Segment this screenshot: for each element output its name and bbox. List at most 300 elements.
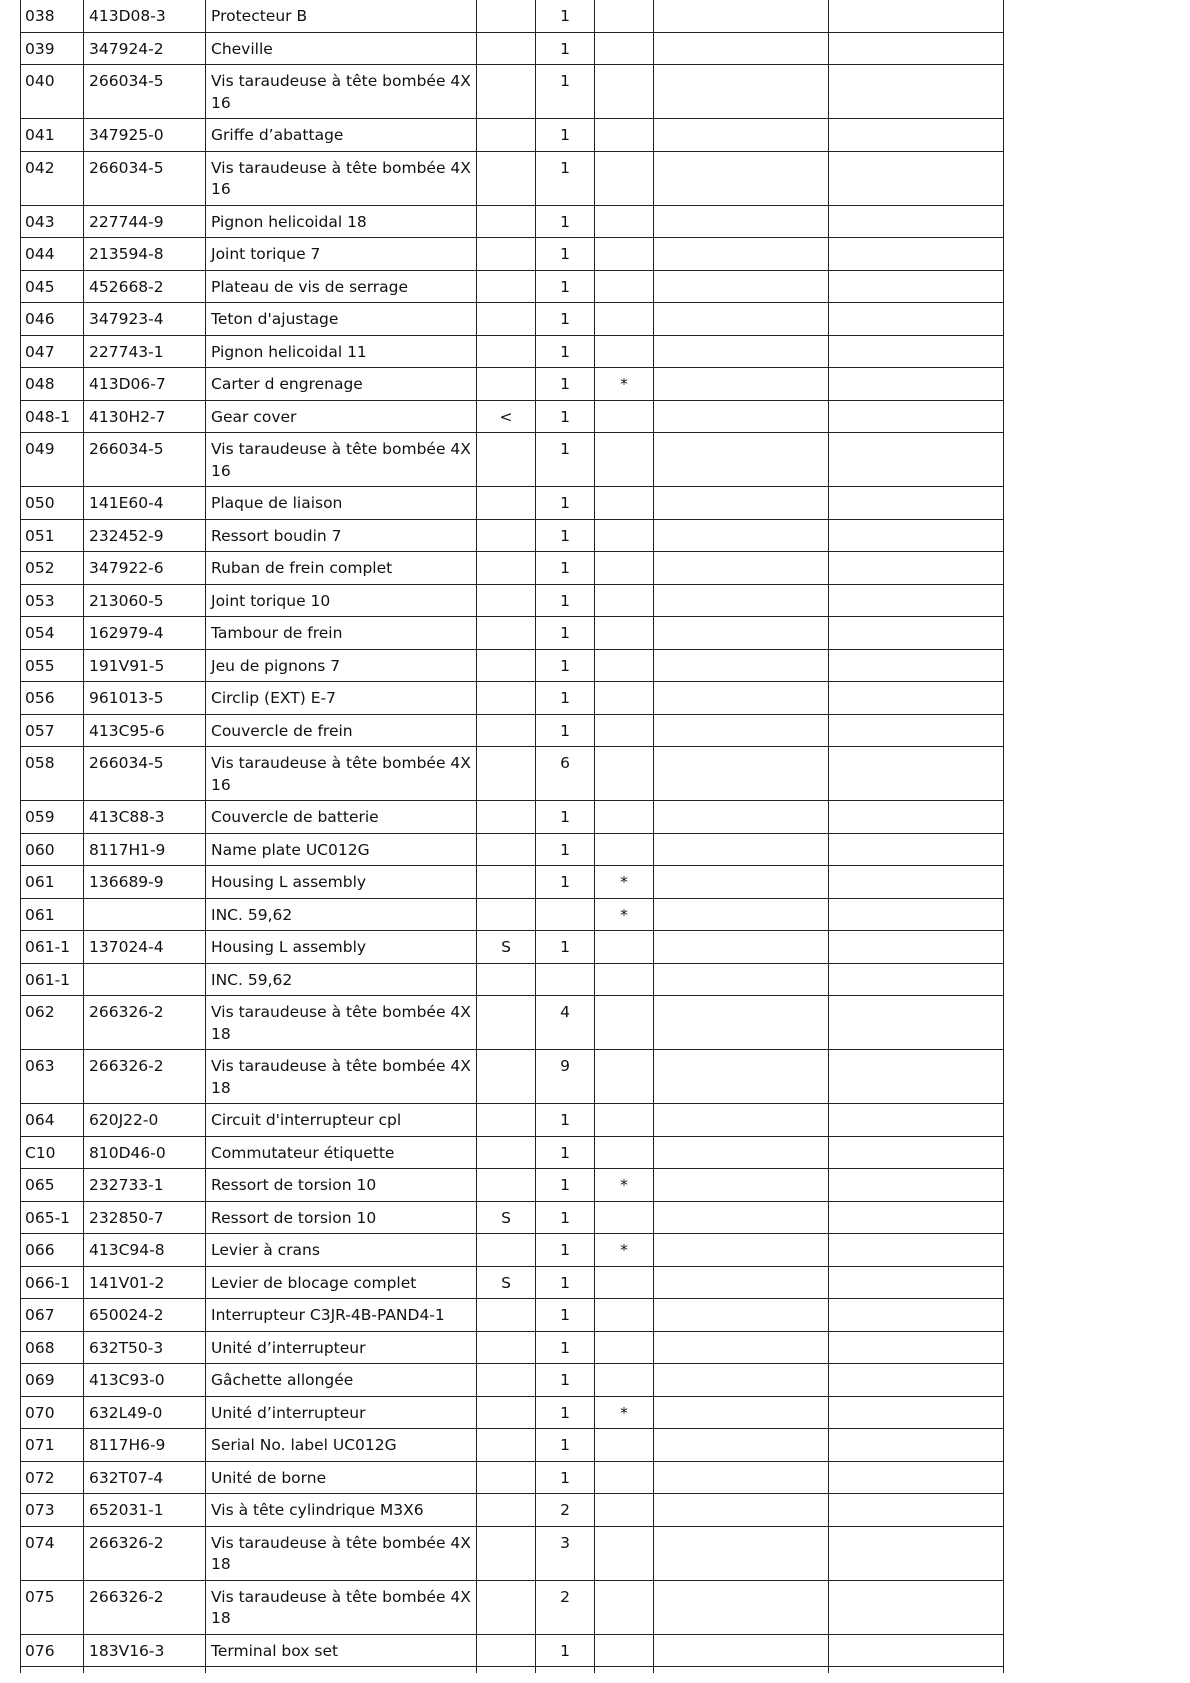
ref-no-cell — [21, 931, 84, 964]
extra-2-cell — [829, 1526, 1004, 1580]
ref-no-text: 074 — [25, 1533, 55, 1552]
extra-2-text — [829, 65, 1003, 97]
mark-text — [595, 1494, 653, 1526]
note-text — [477, 152, 535, 184]
mark-text — [595, 1635, 653, 1667]
ref-no-text: 069 — [25, 1371, 55, 1389]
table-row — [21, 1104, 1004, 1137]
extra-1-text — [654, 238, 828, 270]
part-no-text: 347925-0 — [89, 126, 164, 144]
extra-2-text — [829, 119, 1003, 151]
extra-1-cell — [654, 487, 829, 520]
description-cell — [206, 1266, 477, 1299]
note-text — [477, 368, 535, 400]
extra-2-text — [829, 33, 1003, 65]
note-text — [477, 0, 535, 32]
description-cell — [206, 519, 477, 552]
extra-1-text — [654, 1462, 828, 1494]
ref-no-text: 056 — [25, 689, 55, 707]
ref-no-cell — [21, 649, 84, 682]
qty-cell — [536, 1667, 595, 1674]
table-row — [21, 1201, 1004, 1234]
note-text — [477, 1364, 535, 1396]
note-cell — [477, 1396, 536, 1429]
table-row — [21, 931, 1004, 964]
part-no-text: 137024-4 — [89, 938, 164, 956]
ref-no-text: 046 — [25, 310, 55, 328]
qty-cell — [536, 714, 595, 747]
part-no-cell — [84, 270, 206, 303]
mark-text — [595, 520, 653, 552]
extra-1-text — [654, 206, 828, 238]
part-no-text: 413D08-3 — [89, 7, 166, 25]
description-cell — [206, 714, 477, 747]
extra-2-cell — [829, 963, 1004, 996]
parts-table — [20, 0, 1004, 1673]
extra-1-text — [654, 834, 828, 866]
part-no-cell — [84, 866, 206, 899]
extra-1-text — [654, 682, 828, 714]
note-text — [477, 617, 535, 649]
note-cell — [477, 996, 536, 1050]
mark-cell — [595, 1494, 654, 1527]
extra-1-cell — [654, 1169, 829, 1202]
extra-2-cell — [829, 1461, 1004, 1494]
extra-1-text — [654, 368, 828, 400]
extra-1-text — [654, 650, 828, 682]
extra-2-cell — [829, 335, 1004, 368]
extra-1-text — [654, 1267, 828, 1299]
description-cell — [206, 238, 477, 271]
description-cell — [206, 1634, 477, 1667]
ref-no-cell — [21, 833, 84, 866]
ref-no-text: 075 — [25, 1587, 55, 1606]
note-cell — [477, 1050, 536, 1104]
extra-2-cell — [829, 32, 1004, 65]
note-cell — [477, 1169, 536, 1202]
note-cell — [477, 519, 536, 552]
mark-cell — [595, 519, 654, 552]
part-no-text: 632T07-4 — [89, 1468, 164, 1487]
ref-no-text: 049 — [25, 440, 55, 458]
mark-cell — [595, 1201, 654, 1234]
extra-2-text — [829, 1299, 1003, 1331]
qty-text: 1 — [560, 873, 570, 891]
extra-2-text — [829, 747, 1003, 779]
note-cell — [477, 1104, 536, 1137]
extra-2-text — [829, 1462, 1003, 1494]
note-text — [477, 119, 535, 151]
table-row — [21, 1396, 1004, 1429]
part-no-cell — [84, 1396, 206, 1429]
note-cell — [477, 1299, 536, 1332]
mark-text: * — [620, 1403, 628, 1422]
ref-no-cell — [21, 519, 84, 552]
extra-2-text — [829, 585, 1003, 617]
description-text: Ressort boudin 7 — [211, 526, 342, 545]
description-text: Terminal box set — [211, 1641, 339, 1660]
table-row — [21, 1136, 1004, 1169]
part-no-text: 191V91-5 — [89, 656, 165, 675]
qty-text: 1 — [560, 39, 570, 58]
mark-text — [595, 119, 653, 151]
table-row — [21, 898, 1004, 931]
note-text: S — [501, 1273, 511, 1292]
extra-2-text — [829, 433, 1003, 465]
extra-1-text — [654, 617, 828, 649]
mark-text — [595, 1267, 653, 1299]
description-cell — [206, 1667, 477, 1674]
part-no-cell — [84, 1201, 206, 1234]
mark-text — [595, 401, 653, 433]
part-no-cell — [84, 584, 206, 617]
ref-no-text: 041 — [25, 126, 55, 144]
note-cell — [477, 801, 536, 834]
ref-no-text: 040 — [25, 72, 55, 90]
note-cell — [477, 205, 536, 238]
note-cell — [477, 151, 536, 205]
qty-text: 1 — [560, 375, 570, 393]
mark-text — [595, 801, 653, 833]
extra-2-cell — [829, 238, 1004, 271]
qty-cell — [536, 1396, 595, 1429]
note-cell — [477, 714, 536, 747]
ref-no-text: 067 — [25, 1306, 55, 1324]
table-row — [21, 714, 1004, 747]
mark-text — [595, 964, 653, 996]
description-cell — [206, 1494, 477, 1527]
qty-text: 1 — [560, 1111, 570, 1129]
note-cell — [477, 335, 536, 368]
mark-cell — [595, 866, 654, 899]
part-no-cell — [84, 0, 206, 32]
description-text: Circlip (EXT) E-7 — [211, 689, 336, 707]
description-text: Name plate UC012G — [211, 840, 370, 859]
qty-text: 1 — [560, 310, 570, 328]
description-text: Joint torique 7 — [211, 245, 321, 263]
description-cell — [206, 1526, 477, 1580]
ref-no-text: 051 — [25, 526, 55, 545]
description-text: Vis taraudeuse à tête bombée 4X 18 — [211, 1533, 471, 1573]
extra-1-cell — [654, 368, 829, 401]
description-cell — [206, 1331, 477, 1364]
qty-cell — [536, 1050, 595, 1104]
mark-text — [595, 682, 653, 714]
extra-1-text — [654, 1299, 828, 1331]
mark-text — [595, 617, 653, 649]
mark-text — [595, 303, 653, 335]
extra-1-cell — [654, 151, 829, 205]
extra-1-cell — [654, 1429, 829, 1462]
extra-1-text — [654, 1137, 828, 1169]
part-no-text: 347923-4 — [89, 310, 164, 328]
extra-1-cell — [654, 833, 829, 866]
ref-no-cell — [21, 996, 84, 1050]
extra-2-cell — [829, 747, 1004, 801]
extra-1-cell — [654, 617, 829, 650]
ref-no-text: C10 — [25, 1143, 56, 1162]
extra-1-text — [654, 866, 828, 898]
extra-1-text — [654, 996, 828, 1028]
qty-text: 1 — [560, 494, 570, 512]
note-text — [477, 552, 535, 584]
extra-2-text — [829, 1667, 1003, 1673]
ref-no-text: 044 — [25, 245, 55, 263]
extra-2-cell — [829, 1580, 1004, 1634]
description-cell — [206, 1580, 477, 1634]
ref-no-cell — [21, 1234, 84, 1267]
part-no-text: 632T50-3 — [89, 1338, 164, 1357]
extra-2-text — [829, 650, 1003, 682]
extra-1-cell — [654, 205, 829, 238]
part-no-text: 810D46-0 — [89, 1143, 166, 1162]
ref-no-cell — [21, 1201, 84, 1234]
note-text — [477, 1635, 535, 1667]
mark-cell — [595, 0, 654, 32]
extra-1-text — [654, 801, 828, 833]
extra-2-text — [829, 0, 1003, 32]
mark-cell — [595, 270, 654, 303]
extra-1-cell — [654, 584, 829, 617]
extra-2-cell — [829, 519, 1004, 552]
mark-text: * — [620, 873, 628, 891]
mark-cell — [595, 649, 654, 682]
table-row — [21, 963, 1004, 996]
note-text — [477, 1234, 535, 1266]
extra-2-text — [829, 1234, 1003, 1266]
ref-no-cell — [21, 1104, 84, 1137]
qty-cell — [536, 833, 595, 866]
ref-no-cell — [21, 617, 84, 650]
ref-no-cell — [21, 1667, 84, 1674]
description-cell — [206, 205, 477, 238]
table-row — [21, 519, 1004, 552]
extra-1-cell — [654, 238, 829, 271]
part-no-text: 266326-2 — [89, 1003, 164, 1021]
extra-2-cell — [829, 1104, 1004, 1137]
ref-no-cell — [21, 1050, 84, 1104]
note-text — [477, 206, 535, 238]
part-no-text: 652031-1 — [89, 1501, 164, 1519]
table-row — [21, 32, 1004, 65]
ref-no-text: 061-1 — [25, 970, 71, 989]
mark-cell — [595, 303, 654, 336]
extra-1-cell — [654, 400, 829, 433]
part-no-cell — [84, 32, 206, 65]
table-row — [21, 1429, 1004, 1462]
mark-text — [595, 931, 653, 963]
extra-2-text — [829, 401, 1003, 433]
table-row — [21, 1364, 1004, 1397]
description-text: Carter d engrenage — [211, 375, 363, 393]
mark-cell — [595, 1266, 654, 1299]
extra-2-cell — [829, 368, 1004, 401]
extra-1-text — [654, 964, 828, 996]
mark-cell — [595, 747, 654, 801]
qty-text — [536, 1667, 594, 1673]
note-cell — [477, 303, 536, 336]
mark-cell — [595, 963, 654, 996]
qty-cell — [536, 996, 595, 1050]
qty-cell — [536, 1461, 595, 1494]
description-text: INC. 59,62 — [211, 905, 293, 924]
extra-1-cell — [654, 1396, 829, 1429]
note-text — [477, 65, 535, 97]
extra-2-text — [829, 1104, 1003, 1136]
mark-text — [595, 0, 653, 32]
qty-text: 1 — [560, 7, 570, 25]
extra-1-text — [654, 1202, 828, 1234]
extra-1-text — [654, 271, 828, 303]
description-text: Vis taraudeuse à tête bombée 4X 18 — [211, 1057, 471, 1097]
extra-1-cell — [654, 1201, 829, 1234]
mark-text — [595, 1104, 653, 1136]
extra-2-text — [829, 1494, 1003, 1526]
part-no-cell — [84, 368, 206, 401]
table-row — [21, 1169, 1004, 1202]
extra-1-cell — [654, 119, 829, 152]
description-cell — [206, 1104, 477, 1137]
table-row-continued — [21, 1667, 1004, 1674]
extra-2-text — [829, 1581, 1003, 1613]
mark-text — [595, 1667, 653, 1673]
qty-text: 1 — [560, 212, 570, 231]
extra-1-text — [654, 433, 828, 465]
extra-2-cell — [829, 833, 1004, 866]
parts-table-body — [21, 0, 1004, 1673]
qty-text: 1 — [560, 591, 570, 610]
description-text: Teton d'ajustage — [211, 310, 339, 328]
table-row — [21, 0, 1004, 32]
mark-text — [595, 271, 653, 303]
part-no-cell — [84, 996, 206, 1050]
ref-no-text: 070 — [25, 1403, 55, 1422]
note-text — [477, 1299, 535, 1331]
extra-1-text — [654, 931, 828, 963]
table-row — [21, 1526, 1004, 1580]
part-no-cell — [84, 151, 206, 205]
extra-2-text — [829, 617, 1003, 649]
part-no-cell — [84, 1580, 206, 1634]
qty-cell — [536, 1580, 595, 1634]
extra-1-text — [654, 401, 828, 433]
ref-no-text: 055 — [25, 656, 55, 675]
ref-no-cell — [21, 433, 84, 487]
part-no-text: 452668-2 — [89, 277, 164, 296]
extra-2-cell — [829, 303, 1004, 336]
part-no-text: 961013-5 — [89, 689, 164, 707]
table-row — [21, 649, 1004, 682]
ref-no-text: 063 — [25, 1057, 55, 1075]
extra-1-cell — [654, 1634, 829, 1667]
qty-text: 1 — [560, 938, 570, 956]
extra-1-cell — [654, 1461, 829, 1494]
mark-text — [595, 1581, 653, 1613]
ref-no-text: 073 — [25, 1501, 55, 1519]
qty-text: 1 — [560, 1338, 570, 1357]
ref-no-cell — [21, 898, 84, 931]
description-text: INC. 59,62 — [211, 970, 293, 989]
note-text — [477, 747, 535, 779]
extra-1-cell — [654, 1266, 829, 1299]
table-row — [21, 747, 1004, 801]
part-no-cell — [84, 1331, 206, 1364]
extra-2-text — [829, 964, 1003, 996]
description-cell — [206, 1136, 477, 1169]
mark-cell — [595, 151, 654, 205]
description-text: Couvercle de batterie — [211, 808, 379, 826]
ref-no-text: 039 — [25, 39, 55, 58]
extra-2-cell — [829, 1299, 1004, 1332]
extra-1-cell — [654, 1494, 829, 1527]
ref-no-cell — [21, 1461, 84, 1494]
mark-cell — [595, 368, 654, 401]
qty-cell — [536, 400, 595, 433]
qty-cell — [536, 682, 595, 715]
note-text — [477, 1462, 535, 1494]
description-text: Commutateur étiquette — [211, 1143, 395, 1162]
extra-2-text — [829, 1169, 1003, 1201]
mark-text — [595, 487, 653, 519]
extra-1-cell — [654, 898, 829, 931]
extra-2-cell — [829, 1364, 1004, 1397]
extra-1-text — [654, 552, 828, 584]
qty-cell — [536, 1364, 595, 1397]
note-text — [477, 520, 535, 552]
part-no-cell — [84, 1169, 206, 1202]
extra-2-cell — [829, 1667, 1004, 1674]
ref-no-cell — [21, 1429, 84, 1462]
qty-text: 1 — [560, 277, 570, 296]
table-row — [21, 682, 1004, 715]
table-row — [21, 119, 1004, 152]
extra-2-text — [829, 1137, 1003, 1169]
extra-2-text — [829, 1202, 1003, 1234]
qty-text: 1 — [560, 1208, 570, 1227]
mark-text — [595, 552, 653, 584]
ref-no-text: 062 — [25, 1003, 55, 1021]
table-row — [21, 303, 1004, 336]
extra-2-cell — [829, 1429, 1004, 1462]
part-no-text: 266034-5 — [89, 754, 164, 772]
note-cell — [477, 0, 536, 32]
part-no-text: 266326-2 — [89, 1057, 164, 1075]
description-text: Unité d’interrupteur — [211, 1338, 366, 1357]
note-cell — [477, 1667, 536, 1674]
table-row — [21, 1580, 1004, 1634]
description-cell — [206, 1050, 477, 1104]
qty-text: 1 — [560, 559, 570, 577]
part-no-cell — [84, 1667, 206, 1674]
qty-text: 1 — [560, 1371, 570, 1389]
extra-1-cell — [654, 0, 829, 32]
part-no-cell — [84, 747, 206, 801]
ref-no-cell — [21, 205, 84, 238]
qty-cell — [536, 931, 595, 964]
extra-2-text — [829, 271, 1003, 303]
extra-1-text — [654, 152, 828, 184]
extra-2-text — [829, 1527, 1003, 1559]
extra-1-text — [654, 1104, 828, 1136]
mark-cell — [595, 400, 654, 433]
description-cell — [206, 0, 477, 32]
qty-cell — [536, 65, 595, 119]
note-cell — [477, 32, 536, 65]
extra-1-cell — [654, 1526, 829, 1580]
description-cell — [206, 119, 477, 152]
ref-no-text: 061 — [25, 873, 55, 891]
qty-cell — [536, 617, 595, 650]
